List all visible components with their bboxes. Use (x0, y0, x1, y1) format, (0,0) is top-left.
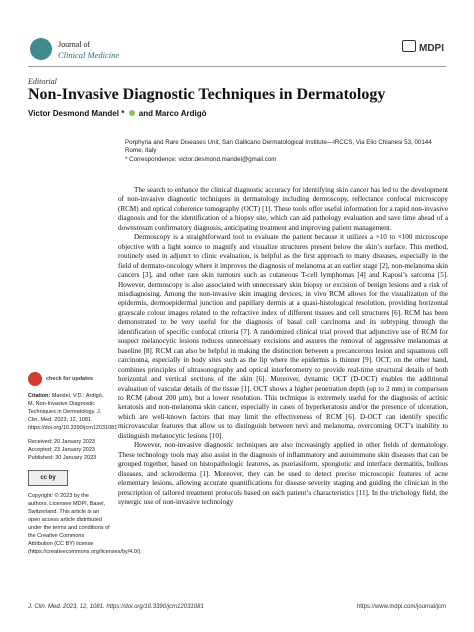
check-updates-label: check for updates (46, 376, 94, 382)
body-paragraph: The search to enhance the clinical diagnostic accuracy for identifying skin cancer has led to the development of non-invasive diagnostic techniques in dermatology including dermoscopy, reflectance confocal microscopy (RCM) and optical coherence tomography (OCT) [1]. These tools offer useful information for a rapid non-invasive diagnosis and for the identification of a biopsy site, which can aid pathology evaluation and save time ahead of a downstream confirmatory diagnosis, anticipating treatment and improving patient management. (118, 186, 448, 232)
journal-name-line2: Clinical Medicine (58, 50, 120, 60)
citation-label: Citation: (28, 393, 51, 399)
author-list (28, 109, 207, 118)
body-paragraph: However, non-invasive diagnostic techniques are also increasingly applied in other fields of dermatology. These technology tools may also assist in the diagnosis of inflammatory and autoimmune skin diseases that can be grouped together, based on histopathologic features, as psoriasiform, spongiotic and interface dermatitis, bullous diseases, and scleroderma [1]. Moreover, they can be used to detect precise microscopic features of acne elementary lesions, allowing accurate quantifications for disease severity staging and guiding the clinician in the prescription of tailored treatment protocols based on each patient’s characteristics [11]. In the trichology field, the synergic use of non-invasive technology (118, 441, 448, 506)
article-type: Editorial (28, 77, 57, 86)
header-divider (28, 66, 446, 67)
check-updates-icon (28, 372, 42, 386)
dates-block (28, 438, 110, 462)
footer-citation: J. Clin. Med. 2023, 12, 1081. https://doi.org/10.3390/jcm12031081 (28, 604, 204, 610)
published-date: Published: 30 January 2023 (28, 455, 97, 461)
affiliations (125, 139, 445, 164)
cc-license-label: cc by (40, 475, 56, 481)
publisher-logo (402, 40, 444, 54)
affiliation-text: Porphyria and Rare Diseases Unit, San Gallicano Dermatological Institute—IRCCS, Via Elio Chianesi 53, 00144 Rome, Italy (125, 139, 432, 155)
check-updates-button[interactable] (28, 372, 110, 386)
publisher-name: MDPI (419, 43, 444, 54)
citation-text: Mandel, V.D.; Ardigò, M. Non-Invasive Diagnostic Techniques in Dermatology. J. Clin. Med. 2023, 12, 1081. https://doi.org/10.3390/jcm12031081 (28, 393, 118, 431)
correspondence: * Correspondence: victor.desmond.mandel@gmail.com (125, 155, 277, 163)
journal-logo-icon (30, 38, 52, 60)
orcid-icon[interactable] (129, 110, 135, 116)
author-1: Victor Desmond Mandel * (28, 109, 125, 118)
footer-journal-link[interactable]: https://www.mdpi.com/journal/jcm (356, 604, 446, 610)
cc-license-badge[interactable] (28, 470, 68, 486)
body-paragraph: Dermoscopy is a straightforward tool to evaluate the patient because it utilizes a ×10 to ×100 microscope objective with a light source to magnify and visualize structures present below the skin’s surface. This method, routinely used in adjunct to clinic evaluation, is helpful as the first approach to many diseases, especially in the field of dermato-oncology where it improves the diagnosis of melanoma at an earlier stage [2], non-melanoma skin cancers [3], and other rare skin tumours such as cutaneous T-cell lymphomas [4] and Kaposi’s sarcoma [5]. However, dermoscopy is also associated with unnecessary skin biopsy or excision of benign lesions and a risk of misdiagnosing. Among the non-invasive skin imaging devices, in vivo RCM allows for the visualization of the epidermis, dermoepidermal junction and papillary dermis at a quasi-histological resolution, providing horizontal grayscale colour images related to the refractive index of different tissues and cell structures [6]. RCM has been demonstrated to be very useful for the diagnosis of basal cell carcinoma and its subtyping through the identification of specific confocal criteria [7]. A randomized clinical trial proved that adjunctive use of RCM for suspect melanocytic lesions reduces unnecessary excisions and assures the removal of aggressive melanomas at baseline [8]. RCM can also be helpful in making the distinction between a precancerous lesion and squamous cell carcinoma, especially in body sites such as the lip where the epidermis is thinner [9]. OCT, on the other hand, combines principles of ultrasonography and optical interferometry to provide real-time structural details of both horizontal and vertical sections of the skin [6]. Moreover, dynamic OCT (D-OCT) enables the additional evaluation of vascular details of the tissue [1]. OCT shows a higher penetration depth (up to 2 mm) in comparison to RCM (about 200 µm), but a lower resolution. This technique is extremely useful for the diagnosis of actinic keratosis and non-melanoma skin cancer, especially in cases of hyperkeratosis and/or the presence of ulceration, which are well-known factors that may limit the effectiveness of RCM [6]. D-OCT can identify specific microvascular features that allow us to distinguish between nevi and melanoma, overcoming OCT’s inability to distinguish melanocytic lesions [10]. (118, 233, 448, 440)
citation-block (28, 392, 118, 432)
journal-name-line1: Journal of (58, 40, 91, 49)
article-title: Non-Invasive Diagnostic Techniques in Dermatology (28, 86, 386, 103)
copyright-text: Copyright: © 2023 by the authors. Licensee MDPI, Basel, Switzerland. This article is an open access article distributed under the terms and conditions of the Creative Commons Attribution (CC BY) license (https://creativecommons.org/licenses/by/4.0/). (28, 493, 142, 555)
mdpi-logo-icon (402, 40, 416, 52)
author-2: and Marco Ardigò (138, 109, 207, 118)
received-date: Received: 20 January 2023 (28, 439, 95, 445)
article-sidebar (28, 372, 142, 556)
accepted-date: Accepted: 23 January 2023 (28, 447, 95, 453)
article-body (118, 186, 448, 507)
